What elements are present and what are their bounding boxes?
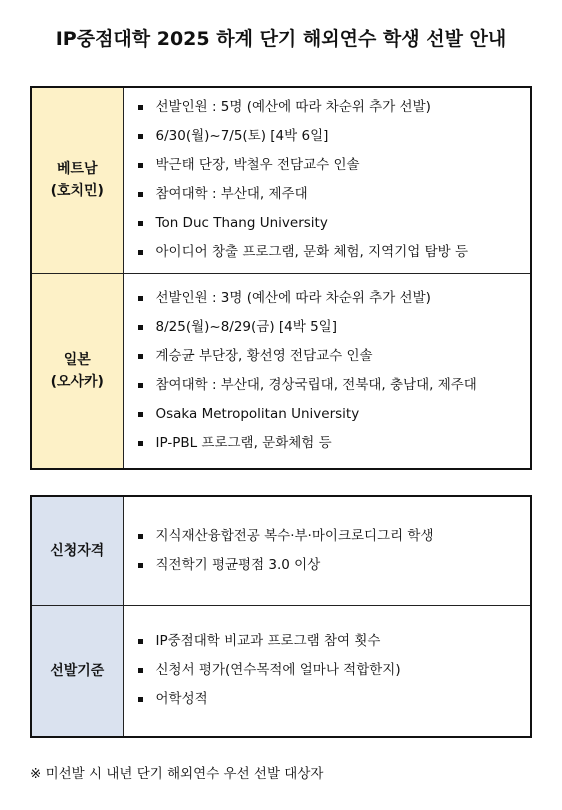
list-item: 아이디어 창출 프로그램, 문화 체험, 지역기업 탐방 등 [136,238,531,267]
list-item: IP-PBL 프로그램, 문화체험 등 [136,429,531,458]
list-item: 6/30(월)~7/5(토) [4박 6일] [136,122,531,151]
program-label-japan [31,273,123,469]
program-details-vietnam [123,87,531,273]
list-item: 8/25(월)~8/29(금) [4박 5일] [136,313,531,342]
program-row-vietnam [31,87,531,273]
square-bullet-icon [138,105,143,110]
square-bullet-icon [138,296,143,301]
square-bullet-icon [138,639,143,644]
list-item: 어학성적 [136,685,531,714]
square-bullet-icon [138,668,143,673]
square-bullet-icon [138,250,143,255]
list-item: Osaka Metropolitan University [136,400,531,429]
program-label-vietnam [31,87,123,273]
list-item: 참여대학 : 부산대, 경상국립대, 전북대, 충남대, 제주대 [136,371,531,400]
criteria-table [30,495,532,738]
criteria-details-eligibility [123,496,531,605]
square-bullet-icon [138,163,143,168]
list-item: 박근태 단장, 박철우 전담교수 인솔 [136,151,531,180]
square-bullet-icon [138,325,143,330]
list-item: 계승균 부단장, 황선영 전담교수 인솔 [136,342,531,371]
list-item: 선발인원 : 5명 (예산에 따라 차순위 추가 선발) [136,93,531,122]
program-table [30,86,532,470]
square-bullet-icon [138,192,143,197]
square-bullet-icon [138,412,143,417]
square-bullet-icon [138,383,143,388]
square-bullet-icon [138,134,143,139]
square-bullet-icon [138,563,143,568]
program-details-japan [123,273,531,469]
program-country: 일본 [63,351,91,368]
criteria-row-eligibility [31,496,531,605]
list-item: Ton Duc Thang University [136,209,531,238]
program-country: 베트남 [56,161,98,178]
program-city: (호치민) [50,183,104,200]
criteria-label-selection: 선발기준 [31,605,123,737]
page-title: IP중점대학 2025 하계 단기 해외연수 학생 선발 안내 [55,28,507,50]
criteria-label-eligibility: 신청자격 [31,496,123,605]
square-bullet-icon [138,534,143,539]
square-bullet-icon [138,354,143,359]
footnote: ※ 미선발 시 내년 단기 해외연수 우선 선발 대상자 [30,766,324,782]
program-city: (오사카) [50,373,104,390]
list-item: 선발인원 : 3명 (예산에 따라 차순위 추가 선발) [136,284,531,313]
list-item: IP중점대학 비교과 프로그램 참여 횟수 [136,627,531,656]
program-row-japan [31,273,531,469]
criteria-details-selection [123,605,531,737]
square-bullet-icon [138,221,143,226]
criteria-row-selection [31,605,531,737]
square-bullet-icon [138,441,143,446]
list-item: 지식재산융합전공 복수·부·마이크로디그리 학생 [136,522,531,551]
square-bullet-icon [138,697,143,702]
list-item: 직전학기 평균평점 3.0 이상 [136,551,531,580]
list-item: 신청서 평가(연수목적에 얼마나 적합한지) [136,656,531,685]
list-item: 참여대학 : 부산대, 제주대 [136,180,531,209]
